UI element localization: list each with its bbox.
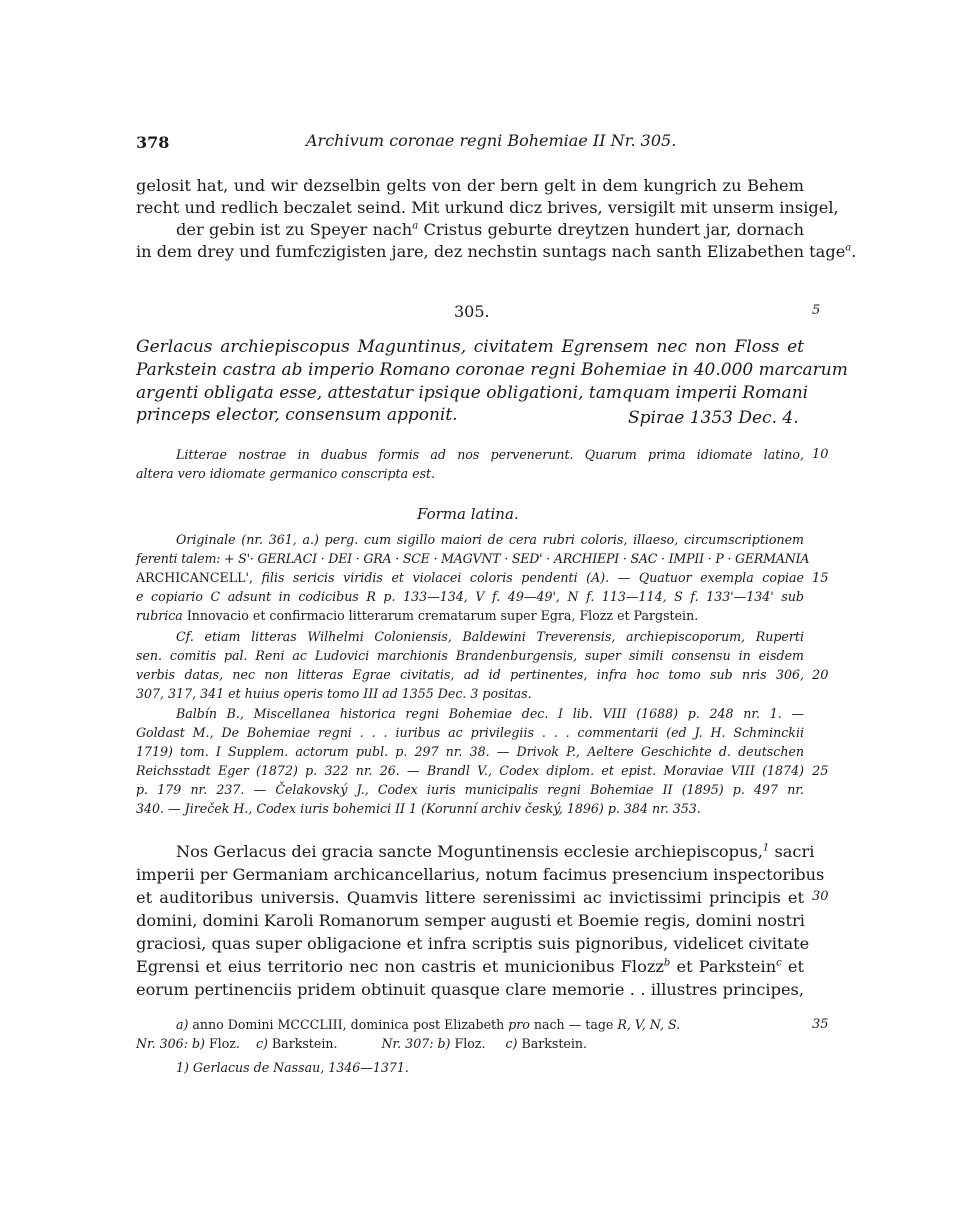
apparatus-line: ARCHICANCELL', filis sericis viridis et violacei coloris pendenti (A). — Quatuor exempla copiae (136, 570, 804, 585)
body-text-line: Nos Gerlacus dei gracia sancte Moguntinensis ecclesie archiepiscopus,$^1$ sacri (176, 842, 815, 861)
prev-text-line: gelosit hat, und wir dezselbin gelts von der bern gelt in dem kungrich zu Behem (136, 176, 804, 195)
apparatus-line: ferenti talem: + S'· GERLACI · DEI · GRA · SCE · MAGVNT · SED' · ARCHIEPI · SAC · IMPII · P · GERMANIA (136, 551, 810, 566)
apparatus-line: 340. — Jireček H., Codex iuris bohemici II 1 (Korunní archiv český, 1896) p. 384 nr. 353. (136, 801, 701, 816)
body-text-line: domini, domini Karoli Romanorum semper augusti et Boemie regis, domini nostri (136, 911, 805, 930)
apparatus-line: Originale (nr. 361, a.) perg. cum sigillo maiori de cera rubri coloris, illaeso, circumscriptionem (176, 532, 804, 547)
margin-line-number: 15 (812, 571, 829, 586)
apparatus-line: sen. comitis pal. Reni ac Ludovici marchionis Brandenburgensis, super simili consensu in eisdem (136, 648, 804, 663)
footnote-line: Nr. 306: b) Floz. c) Barkstein. Nr. 307: b) Floz. c) Barkstein. (136, 1036, 587, 1051)
prev-text-line: der gebin ist zu Speyer nach$^a$ Cristus geburte dreytzen hundert jar, dornach (176, 220, 804, 239)
page-number: 378 (136, 133, 170, 152)
apparatus-line: Goldast M., De Bohemiae regni . . . iuribus ac privilegiis . . . commentarii (ed J. H. Schminckii (136, 725, 804, 740)
apparatus-line: 1719) tom. I Supplem. actorum publ. p. 297 nr. 38. — Drivok P., Aeltere Geschichte d. deutschen (136, 744, 804, 759)
margin-line-number: 25 (812, 764, 829, 779)
prev-text-line: in dem drey und fumfczigisten jare, dez nechstin suntags nach santh Elizabethen tage$^a$. (136, 242, 857, 261)
apparatus-line: Reichsstadt Eger (1872) p. 322 nr. 26. — Brandl V., Codex diplom. et epist. Moraviae VIII (1874) (136, 763, 804, 778)
apparatus-line: verbis datas, nec non litteras Egrae civitatis, ad id pertinentes, infra hoc tomo sub nris 306, (136, 667, 804, 682)
apparatus-line: Balbín B., Miscellanea historica regni Bohemiae dec. I lib. VIII (1688) p. 248 nr. 1. — (176, 706, 804, 721)
apparatus-line: rubrica Innovacio et confirmacio litterarum crematarum super Egra, Flozz et Pargstein. (136, 608, 699, 623)
intro-note-line: Litterae nostrae in duabus formis ad nos pervenerunt. Quarum prima idiomate latino, (176, 447, 804, 462)
margin-line-number: 35 (812, 1017, 829, 1032)
apparatus-line: Cf. etiam litteras Wilhelmi Coloniensis, Baldewini Treverensis, archiepiscoporum, Ruperti (176, 629, 804, 644)
apparatus-line: e copiario C adsunt in codicibus R p. 133—134, V f. 49—49', N f. 113—114, S f. 133'—134' sub (136, 589, 804, 604)
margin-line-number: 10 (812, 447, 829, 462)
footnote-line: 1) Gerlacus de Nassau, 1346—1371. (176, 1060, 409, 1075)
apparatus-line: 307, 317, 341 et huius operis tomo III ad 1355 Dec. 3 positas. (136, 686, 532, 701)
regest-line: Gerlacus archiepiscopus Maguntinus, civitatem Egrensem nec non Floss et (136, 337, 804, 357)
margin-line-number: 5 (812, 303, 821, 318)
margin-line-number: 20 (812, 668, 829, 683)
document-number: 305. (454, 302, 490, 321)
place-date: Spirae 1353 Dec. 4. (628, 408, 799, 428)
margin-line-number: 30 (812, 889, 829, 904)
regest-line: princeps elector, consensum apponit. (136, 405, 458, 425)
forma-heading: Forma latina. (417, 505, 519, 523)
regest-line: Parkstein castra ab imperio Romano coronae regni Bohemiae in 40.000 marcarum (136, 360, 848, 380)
footnote-line: a) anno Domini MCCCLIII, dominica post Elizabeth pro nach — tage R, V, N, S. (176, 1017, 681, 1032)
body-text-line: imperii per Germaniam archicancellarius, notum facimus presencium inspectoribus (136, 865, 825, 884)
apparatus-line: p. 179 nr. 237. — Čelakovský J., Codex iuris municipalis regni Bohemiae II (1895) p. 497 nr. (136, 782, 804, 797)
prev-text-line: recht und redlich beczalet seind. Mit urkund dicz brives, versigilt mit unserm insigel, (136, 198, 839, 217)
body-text-line: graciosi, quas super obligacione et infra scriptis suis pignoribus, videlicet civitate (136, 934, 810, 953)
regest-line: argenti obligata esse, attestatur ipsique obligationi, tamquam imperii Romani (136, 383, 809, 403)
body-text-line: et auditoribus universis. Quamvis littere serenissimi ac invictissimi principis et (136, 888, 804, 907)
intro-note-line: altera vero idiomate germanico conscripta est. (136, 466, 436, 481)
body-text-line: Egrensi et eius territorio nec non castris et municionibus Flozz$^b$ et Parkstein$^c$ et (136, 957, 805, 976)
body-text-line: eorum pertinenciis pridem obtinuit quasque clare memorie . . illustres principes, (136, 980, 804, 999)
running-title: Archivum coronae regni Bohemiae II Nr. 305. (306, 131, 677, 150)
